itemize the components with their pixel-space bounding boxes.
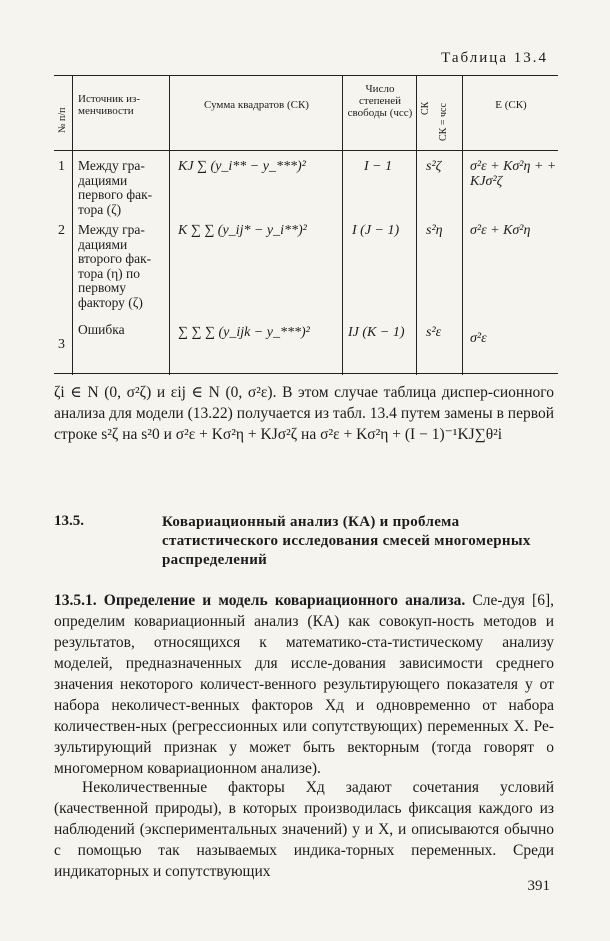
col-rule <box>169 75 170 375</box>
section-number: 13.5. <box>54 513 84 529</box>
row-3-expectation: σ²ε <box>470 331 487 346</box>
table-bottom-rule <box>54 373 558 374</box>
col-rule <box>342 75 343 375</box>
anova-table <box>54 75 558 375</box>
row-2-ms: s²η <box>426 223 443 238</box>
table-caption: Таблица 13.4 <box>441 50 548 66</box>
row-2-ss: K ∑ ∑ (y_ij* − y_i**)² <box>178 223 307 238</box>
paragraph-definition <box>54 590 554 779</box>
header-sum-of-squares: Сумма квадратов (СК) <box>204 99 309 111</box>
section-title: Ковариационный анализ (КА) и проблема статистического исследования смесей многомерных распределений <box>162 514 531 568</box>
row-1-df: I − 1 <box>364 159 393 174</box>
table-header-rule <box>54 150 558 151</box>
row-3-source: Ошибка <box>78 322 125 337</box>
row-2-source: Между гра-дациями второго фак-тора (η) по первому фактору (ζ) <box>78 222 152 310</box>
paragraph-definition-text: Сле-дуя [6], определим ковариационный анализ (КА) как совокуп-ность методов и результатов, относящихся к математико-ста-тистическому анализу моделей, предназначенных для иссле-дования зависимости среднего значения некоторого количест-венного результирующего показателя y от набора неколичест-венных факторов Xд и одновременно от набора количествен-ных (регрессионных или сопутствующих) переменных X. Ре-зультирующий признак y может быть векторным (тогда говорят о многомерном ковариационном анализе). <box>54 592 554 777</box>
header-source: Источник из-менчивости <box>78 93 140 117</box>
header-ratio-top: СК <box>420 101 431 115</box>
row-1-ms: s²ζ <box>426 159 442 174</box>
row-3-ss: ∑ ∑ ∑ (y_ijk − y_***)² <box>178 325 310 340</box>
subsection-heading: 13.5.1. Определение и модель ковариационного анализа. <box>54 592 466 609</box>
row-2-expectation: σ²ε + Kσ²η <box>470 223 531 238</box>
row-2-num: 2 <box>58 223 65 238</box>
row-3-ms: s²ε <box>426 325 442 340</box>
paragraph-factors: Неколичественные факторы Xд задают сочетания условий (качественной природы), в которых производилась фиксация каждого из наблюдений (экспериментальных значений) y и X, и описываются обычно с помощью так называемых индика-торных переменных. Среди индикаторных и сопутствующих <box>54 779 554 880</box>
col-rule <box>416 75 417 375</box>
header-num: № п/п <box>57 107 68 133</box>
row-2-df: I (J − 1) <box>352 223 400 238</box>
row-1-ss: KJ ∑ (y_i** − y_***)² <box>178 159 306 174</box>
header-expectation: E (СК) <box>495 99 527 111</box>
col-rule <box>462 75 463 375</box>
table-top-rule <box>54 75 558 76</box>
row-1-source: Между гра-дациями первого фак-тора (ζ) <box>78 158 153 217</box>
paragraph-anova-note: ζi ∈ N (0, σ²ζ) и εij ∈ N (0, σ²ε). В этом случае таблица диспер-сионного анализа для модели (13.22) получается из табл. 13.4 путем замены в первой строке s²ζ на s²0 и σ²ε + Kσ²η + KJσ²ζ на σ²ε + Kσ²η + (I − 1)⁻¹KJ∑θ²i <box>54 384 554 443</box>
page-number: 391 <box>527 878 550 894</box>
row-1-expectation: σ²ε + Kσ²η + + KJσ²ζ <box>470 159 557 189</box>
col-rule <box>72 75 73 375</box>
header-ratio: СК = чсс <box>438 103 449 141</box>
row-3-num: 3 <box>58 337 65 352</box>
header-degrees-of-freedom: Число степеней свободы (чсс) <box>347 83 413 119</box>
row-1-num: 1 <box>58 159 65 174</box>
row-3-df: IJ (K − 1) <box>348 325 405 340</box>
